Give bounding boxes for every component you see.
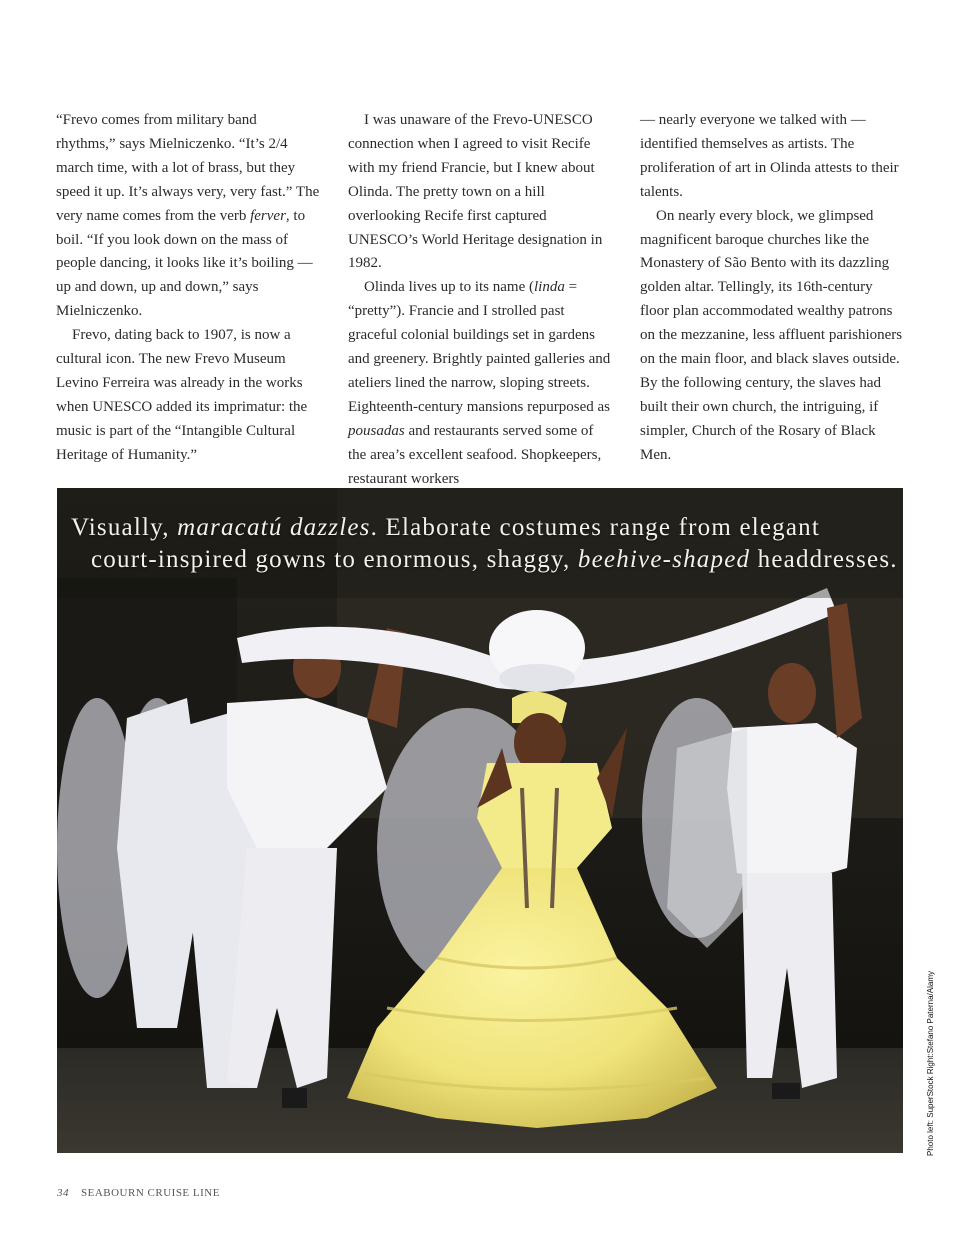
maracatu-parade-photo xyxy=(57,488,903,1153)
photo-credit: Photo left: SuperStock Right:Stefano Paterna/Alamy xyxy=(926,971,935,1156)
publication-name: SEABOURN CRUISE LINE xyxy=(81,1187,220,1199)
paragraph: Olinda lives up to its name (linda = “pretty”). Francie and I strolled past graceful colonial buildings set in gardens and greenery. Brightly painted galleries and ateliers lined the narrow, sloping streets. Eighteenth-century mansions repurposed as pousadas and restaurants served some of the area’s excellent seafood. Shopkeepers, restaurant workers xyxy=(348,279,611,487)
paragraph: On nearly every block, we glimpsed magnificent baroque churches like the Monastery of São Bento with its dazzling golden altar. Tellingly, its 16th-century floor plan accommodated wealthy patrons on the mezzanine, less affluent parishioners on the main floor, and black slaves outside. By the following century, the slaves had built their own church, the intriguing, if simpler, Church of the Rosary of Black Men. xyxy=(640,207,903,463)
paragraph: I was unaware of the Frevo-UNESCO connection when I agreed to visit Recife with my friend Francie, but I knew about Olinda. The pretty town on a hill overlooking Recife first captured UNESCO’s World Heritage designation in 1982. xyxy=(348,112,603,272)
photo-illustration xyxy=(57,488,903,1153)
photo-caption: Visually, maracatú dazzles. Elaborate costumes range from elegant court-inspired gowns to enormous, shaggy, beehive-shaped headdresses. xyxy=(71,514,898,573)
article-column-1 xyxy=(56,109,320,468)
article-column-2 xyxy=(348,109,612,492)
paragraph: Frevo, dating back to 1907, is now a cultural icon. The new Frevo Museum Levino Ferreira was already in the works when UNESCO added its imprimatur: the music is part of the “Intangible Cultural Heritage of Humanity.” xyxy=(56,327,308,463)
paragraph: “Frevo comes from military band rhythms,” says Mielniczenko. “It’s 2/4 march time, with a lot of brass, but they speed it up. It’s always very, very fast.” The very name comes from the verb ferver, to boil. “If you look down on the mass of people dancing, it looks like it’s boiling — up and down, up and down,” says Mielniczenko. xyxy=(56,112,320,320)
page-number: 34 xyxy=(57,1187,69,1199)
paragraph: — nearly everyone we talked with — identified themselves as artists. The proliferation of art in Olinda attests to their talents. xyxy=(640,112,899,200)
page-footer xyxy=(57,1187,220,1199)
article-column-3 xyxy=(640,109,904,468)
